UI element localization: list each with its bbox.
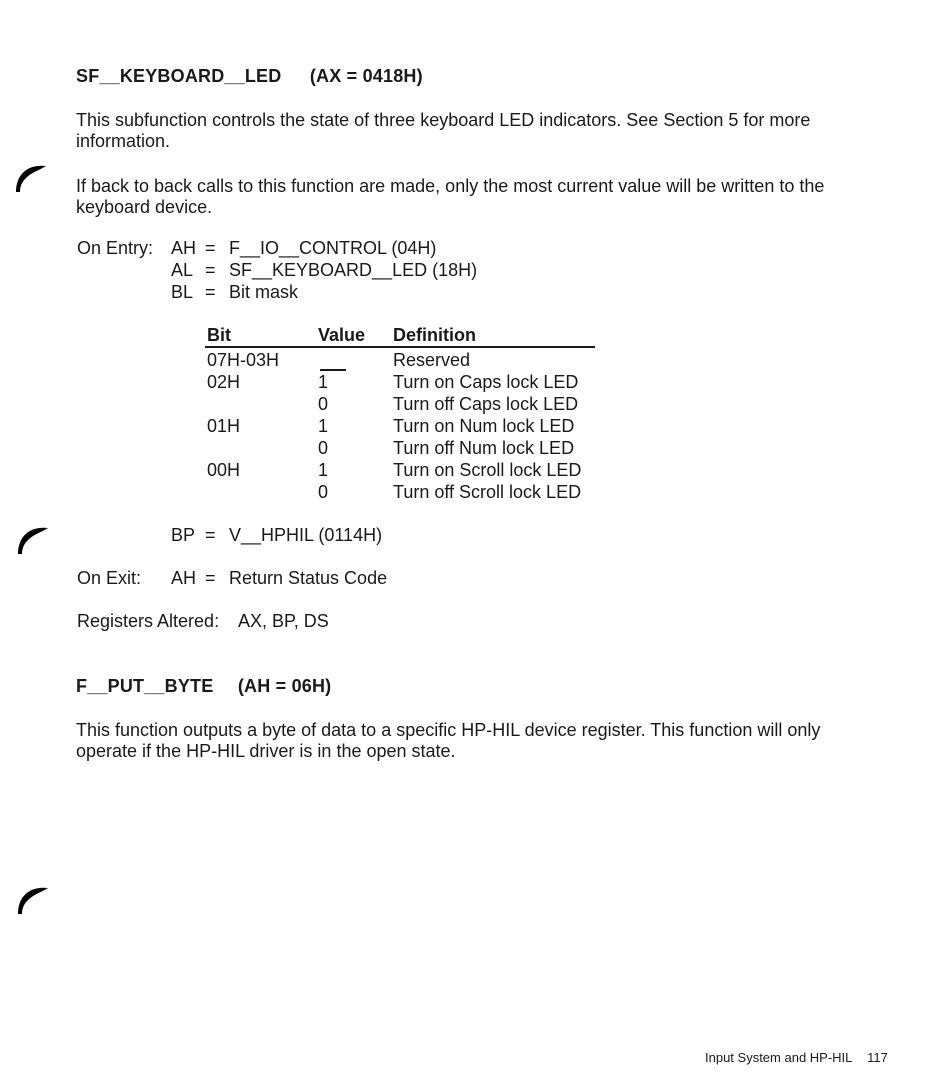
table-header-bit: Bit xyxy=(207,325,231,345)
register-name: BP xyxy=(171,525,196,545)
on-entry-label: On Entry: xyxy=(77,238,154,258)
section-title-f-put-byte xyxy=(76,676,331,697)
table-header-value: Value xyxy=(318,325,366,345)
table-cell-value: 1 xyxy=(318,372,329,392)
page-number: 117 xyxy=(867,1050,888,1065)
table-header-rule xyxy=(205,346,595,348)
register-name: AL xyxy=(171,260,194,280)
registers-altered-label: Registers Altered: xyxy=(77,611,220,631)
table-cell-definition: Turn on Scroll lock LED xyxy=(393,460,582,480)
table-cell-bit: 01H xyxy=(207,416,241,436)
equals-sign: = xyxy=(205,282,216,302)
function-code: (AH = 06H) xyxy=(237,676,332,696)
table-cell-bit: 02H xyxy=(207,372,241,392)
table-cell-definition: Turn off Caps lock LED xyxy=(393,394,579,414)
description-paragraph: This subfunction controls the state of three keyboard LED indicators. See Section 5 for more information. xyxy=(76,110,811,151)
footer-section-name: Input System and HP-HIL xyxy=(705,1050,852,1065)
description-paragraph: This function outputs a byte of data to a specific HP-HIL device register. This function will only operate if the HP-HIL driver is in the open state. xyxy=(76,720,821,761)
table-cell-definition: Turn off Num lock LED xyxy=(393,438,575,458)
register-value: V__HPHIL (0114H) xyxy=(229,525,383,545)
table-cell-bit: 00H xyxy=(207,460,241,480)
register-name: AH xyxy=(171,238,197,258)
function-name: SF__KEYBOARD__LED xyxy=(76,66,282,86)
register-value: SF__KEYBOARD__LED (18H) xyxy=(229,260,478,280)
table-header-definition: Definition xyxy=(393,325,476,345)
register-value: Bit mask xyxy=(229,282,299,302)
binder-hole-icon xyxy=(16,522,50,556)
table-cell-bit: 07H-03H xyxy=(207,350,280,370)
registers-altered-value: AX, BP, DS xyxy=(238,611,329,631)
table-cell-value: 0 xyxy=(318,394,329,414)
note-paragraph: If back to back calls to this function are made, only the most current value will be written to the keyboard device. xyxy=(76,176,825,217)
on-exit-label: On Exit: xyxy=(77,568,142,588)
section-title-sf-keyboard-led xyxy=(76,66,423,87)
table-cell-value: 1 xyxy=(318,460,329,480)
table-cell-value: 0 xyxy=(318,482,329,502)
footer xyxy=(705,1047,888,1068)
function-code: (AX = 0418H) xyxy=(309,66,423,86)
register-value: Return Status Code xyxy=(229,568,388,588)
table-cell-definition: Reserved xyxy=(393,350,471,370)
table-cell-value: 1 xyxy=(318,416,329,436)
equals-sign: = xyxy=(205,260,216,280)
table-cell-definition: Turn off Scroll lock LED xyxy=(393,482,582,502)
register-name: AH xyxy=(171,568,197,588)
table-cell-value-dash xyxy=(320,369,346,371)
equals-sign: = xyxy=(205,238,216,258)
function-name: F__PUT__BYTE xyxy=(76,676,214,696)
table-cell-value: 0 xyxy=(318,438,329,458)
table-cell-definition: Turn on Num lock LED xyxy=(393,416,575,436)
equals-sign: = xyxy=(205,525,216,545)
binder-hole-icon xyxy=(16,882,50,916)
equals-sign: = xyxy=(205,568,216,588)
register-value: F__IO__CONTROL (04H) xyxy=(229,238,437,258)
register-name: BL xyxy=(171,282,194,302)
binder-hole-icon xyxy=(14,160,48,194)
table-cell-definition: Turn on Caps lock LED xyxy=(393,372,579,392)
